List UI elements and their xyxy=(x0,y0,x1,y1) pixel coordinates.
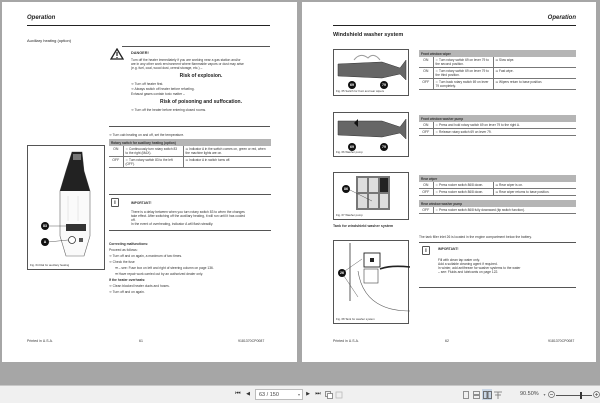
malfunction-step: ➡ Have repair work carried out by an authorized dealer only. xyxy=(115,272,204,276)
page-number: 61 xyxy=(139,339,143,343)
danger-text: Exhaust gases contain toxic matter – xyxy=(131,92,185,96)
continuous-view-icon[interactable] xyxy=(472,389,480,400)
table-title: Front window wiper xyxy=(419,50,576,57)
prev-page-button[interactable]: ◀ xyxy=(246,391,250,397)
important-text: Fill with clean tap water only. xyxy=(438,258,480,262)
rotary-switch-table xyxy=(109,139,271,168)
important-text: off. xyxy=(131,218,136,222)
page-header: Operation xyxy=(27,15,56,21)
malfunction-step: ➾ Turn off and on again. xyxy=(109,290,145,294)
table-row xyxy=(109,146,271,157)
rocker-switch-panel-icon xyxy=(334,173,410,213)
danger-rule-top xyxy=(122,46,270,47)
state-cell: ON xyxy=(419,68,433,79)
state-cell: ON xyxy=(109,146,123,157)
important-text: In winter, add antifreeze for washer systems to the water xyxy=(438,266,521,270)
callout-79: 79 xyxy=(380,81,388,89)
first-page-button[interactable]: ⏮ xyxy=(235,391,241,397)
important-text: In the event of overheating, indicator A will flash steadily. xyxy=(131,222,214,226)
state-cell: OFF xyxy=(419,79,433,90)
callout-83: 83 xyxy=(41,222,49,230)
table-row xyxy=(419,79,576,90)
wiper-lever-icon xyxy=(334,50,410,90)
rotate-page-icon[interactable] xyxy=(334,389,343,400)
tank-text: The tank filler inlet 26 is located in the engine compartment below the battery. xyxy=(419,235,532,239)
info-icon: i xyxy=(111,198,119,207)
malfunction-step: ➾ Check the fuse xyxy=(109,260,135,264)
state-cell: OFF xyxy=(419,129,433,136)
danger-rule-bottom xyxy=(109,126,270,127)
danger-text: (e.g. fuel, coal, wood dust, cereal storage, etc.) – xyxy=(131,66,203,70)
washer-lever-icon xyxy=(334,113,410,151)
table-title: Rear wiper xyxy=(419,175,576,182)
front-wiper-table xyxy=(419,50,576,90)
important-text: There is a delay between when you turn rotary switch 83 to when the changes xyxy=(131,210,245,214)
state-cell: OFF xyxy=(109,157,123,168)
table-title: Rear window washer pump xyxy=(419,200,576,207)
important-rule-top xyxy=(419,242,576,243)
risk-poisoning: Risk of poisoning and suffocation. xyxy=(160,99,242,105)
table-title: Front window washer pump xyxy=(419,115,576,122)
section-title: Windshield washer system xyxy=(333,32,404,38)
callout-69: 69 xyxy=(348,81,356,89)
action-cell: ➾ Turn back rotary switch 69 on lever 79 completely. xyxy=(433,79,493,90)
action-cell: ➾ Press rocker switch 86/8 fully downward (tip switch function). xyxy=(433,207,576,214)
header-rule xyxy=(27,25,270,26)
result-cell: ➡ Fast wipe. xyxy=(493,68,576,79)
two-page-view-icon[interactable] xyxy=(482,389,492,400)
state-cell: ON xyxy=(419,57,433,68)
callout-26: 26 xyxy=(338,269,346,277)
action-cell: ➾ Release rotary switch 69 on lever 79. xyxy=(433,129,576,136)
table-row xyxy=(419,68,576,79)
callout-69: 69 xyxy=(348,143,356,151)
rear-wiper-table xyxy=(419,175,576,196)
state-cell: OFF xyxy=(419,207,433,214)
single-page-view-icon[interactable] xyxy=(462,389,470,400)
important-text: Add a suitable cleaning agent if required. xyxy=(438,262,498,266)
danger-step: ➾ Turn off heater first. xyxy=(131,82,164,86)
action-cell: ➾ Press and hold rotary switch 69 on lever 79 to the right A. xyxy=(433,122,576,129)
figure-caption: Fig. 65 Switch for front and rear wipers xyxy=(336,89,385,93)
figure-caption: Fig. 64 Dial for auxiliary heating xyxy=(30,263,70,267)
important-rule-top xyxy=(109,194,271,195)
footer-left: Printed in U.S.A. xyxy=(27,339,53,343)
action-cell: ➾ Turn rotary switch 83 to the left (OFF). xyxy=(123,157,183,168)
engine-compartment-icon xyxy=(334,241,410,316)
action-cell: ➾ Press rocker switch 86/8 down. xyxy=(433,189,493,196)
zoom-level[interactable]: 90.50% xyxy=(520,391,539,397)
copy-page-icon[interactable] xyxy=(324,389,333,400)
important-text: take effect. After switching off the auxiliary heating, it will run until it has cooled xyxy=(131,214,246,218)
two-page-continuous-icon[interactable] xyxy=(494,389,502,400)
state-cell: OFF xyxy=(419,189,433,196)
figure-rocker-switch xyxy=(333,172,409,220)
figure-heating-dial xyxy=(27,145,105,270)
state-cell: ON xyxy=(419,122,433,129)
danger-text: Turn off the heater immediately if you are working near a gas station and/or xyxy=(131,58,241,62)
figure-washer-pump xyxy=(333,112,409,157)
result-cell: ➡ Slow wipe. xyxy=(493,57,576,68)
front-washer-table xyxy=(419,115,576,136)
next-page-button[interactable]: ▶ xyxy=(306,391,310,397)
malfunction-step: ➾ Clean blocked heater ducts and hoses. xyxy=(109,284,170,288)
zoom-dropdown-icon[interactable]: ▾ xyxy=(543,392,546,397)
danger-text: are in any other work environment where flammable vapors or dust may arise xyxy=(131,62,244,66)
table-row xyxy=(109,157,271,168)
action-cell: ➾ Turn rotary switch 69 on lever 79 to the second position. xyxy=(433,57,493,68)
overheat-title: If the heater overheats: xyxy=(109,278,146,282)
result-cell: ➡ Rear wiper returns to base position. xyxy=(493,189,576,196)
malfunctions-title: Correcting malfunctions: xyxy=(109,242,149,246)
danger-title: DANGER! xyxy=(131,51,149,55)
state-cell: ON xyxy=(419,182,433,189)
danger-step: ➾ Always switch off heater before refueling. xyxy=(131,87,195,91)
risk-explosion: Risk of explosion. xyxy=(179,73,223,79)
figure-wiper-switch xyxy=(333,49,409,96)
table-row xyxy=(419,57,576,68)
info-icon: i xyxy=(422,246,430,255)
important-text: – see: Fluids and lubricants on page 122. xyxy=(438,270,499,274)
malfunction-text: Proceed as follows: xyxy=(109,248,138,252)
footer-left: Printed in U.S.A. xyxy=(333,339,359,343)
viewer-toolbar xyxy=(0,385,600,403)
table-row xyxy=(419,189,576,196)
lever-illustration-icon xyxy=(28,146,106,271)
table-row xyxy=(419,129,576,136)
table-row xyxy=(419,207,576,214)
section-title: Auxiliary heating (option) xyxy=(27,38,72,43)
result-cell: ➡ Indicator A in switch turns off. xyxy=(183,157,271,168)
figure-caption: Fig. 67 Washer pump xyxy=(336,213,363,217)
intro-text: ➾ Turn cab heating on and off, set the temperature. xyxy=(109,133,185,137)
page-number: 62 xyxy=(445,339,449,343)
zoom-in-button[interactable] xyxy=(592,389,600,400)
result-cell: ➡ Wipers return to base position. xyxy=(493,79,576,90)
callout-86: 86 xyxy=(342,185,350,193)
important-rule-bottom xyxy=(419,287,576,288)
zoom-slider-track[interactable] xyxy=(556,395,592,396)
page-62 xyxy=(302,2,596,362)
figure-washer-tank xyxy=(333,240,409,324)
callout-a: A xyxy=(41,238,49,246)
figure-caption: Fig. 66 Washer pump xyxy=(336,150,363,154)
table-title: Rotary switch for auxiliary heating (option) xyxy=(109,139,271,146)
zoom-out-button[interactable] xyxy=(547,389,555,400)
action-cell: ➾ Continuously turn rotary switch 83 to the right (MAX). xyxy=(123,146,183,157)
action-cell: ➾ Press rocker switch 86/8 down. xyxy=(433,182,493,189)
footer-doc-id: 9181370CP0087 xyxy=(548,339,575,343)
result-cell: ➡ Indicator A in the switch comes on, green or red, when the machine lights are on. xyxy=(183,146,271,157)
important-title: IMPORTANT! xyxy=(131,201,152,205)
page-header: Operation xyxy=(547,15,576,21)
callout-79: 79 xyxy=(380,143,388,151)
header-rule xyxy=(333,25,576,26)
malfunction-step: ➡ – see: Fuse box on left and right of steering column on page 136. xyxy=(115,266,214,270)
important-title: IMPORTANT! xyxy=(438,247,459,251)
figure-caption: Fig. 68 Tank for washer system xyxy=(336,317,375,321)
important-rule-bottom xyxy=(109,230,271,231)
page-61 xyxy=(2,2,297,362)
action-cell: ➾ Turn rotary switch 69 on lever 79 to the third position. xyxy=(433,68,493,79)
result-cell: ➡ Rear wiper is on. xyxy=(493,182,576,189)
zoom-slider-thumb[interactable] xyxy=(580,392,582,399)
warning-triangle-icon xyxy=(110,48,124,60)
last-page-button[interactable]: ⏭ xyxy=(315,391,321,397)
tank-title: Tank for windshield washer system xyxy=(333,224,394,228)
malfunction-step: ➾ Turn off and on again, a maximum of two times. xyxy=(109,254,183,258)
danger-step: ➾ Turn off the heater before entering closed rooms. xyxy=(131,108,207,112)
footer-doc-id: 9181370CP0087 xyxy=(238,339,265,343)
rear-washer-table xyxy=(419,200,576,214)
page-dropdown-icon[interactable]: ▾ xyxy=(297,392,300,397)
